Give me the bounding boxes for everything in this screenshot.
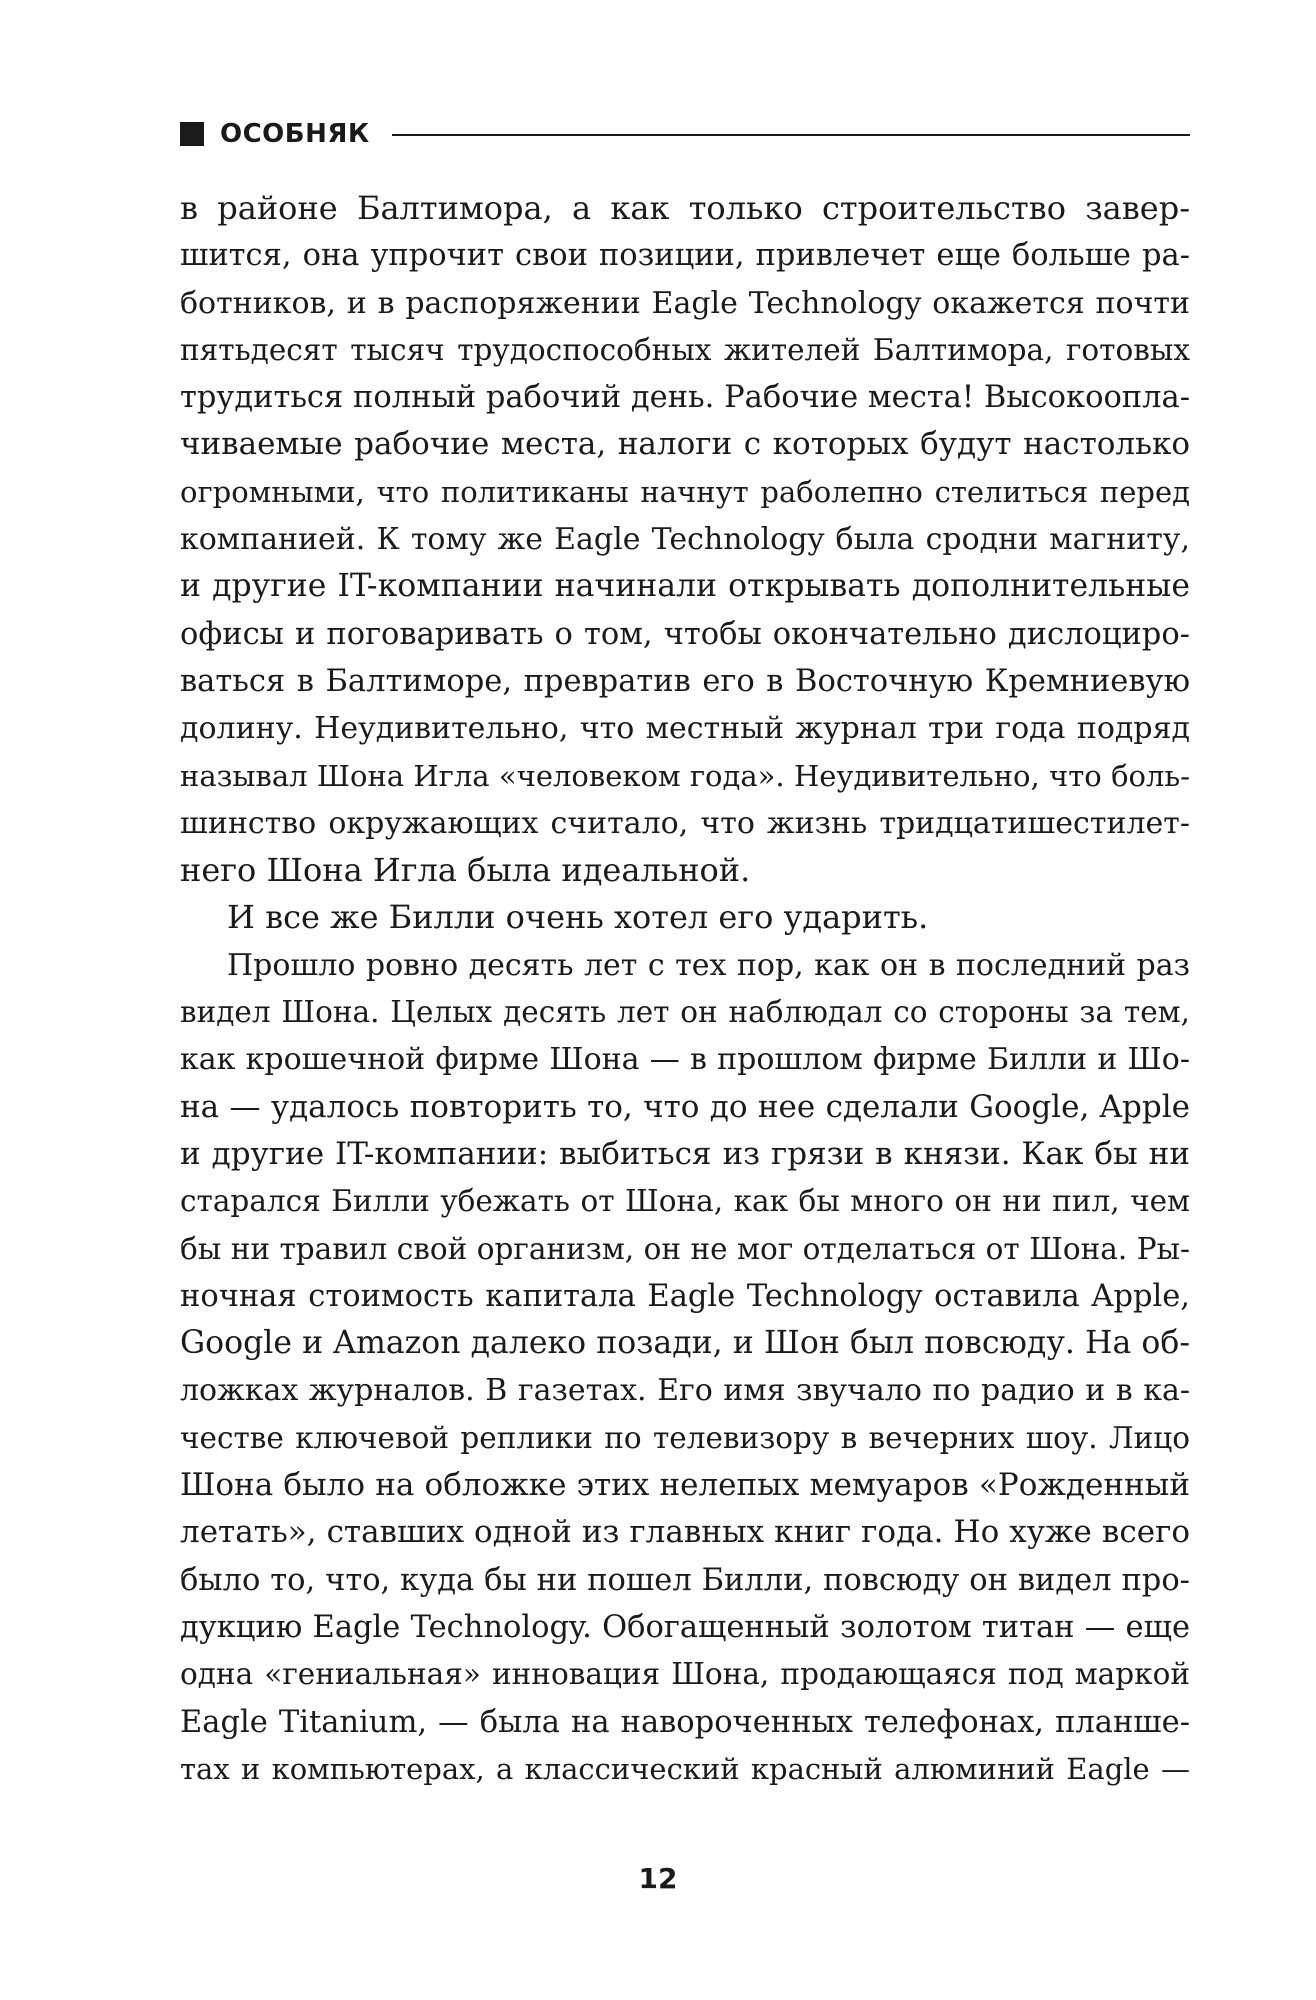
text-line: и другие IT-компании начинали открывать дополнительные <box>180 568 1190 605</box>
text-line: одна «гениальная» инновация Шона, продающаяся под маркой <box>180 1657 1190 1692</box>
text-line: и другие IT-компании: выбиться из грязи в князи. Как бы ни <box>180 1135 1190 1172</box>
running-head-square-icon <box>180 122 204 146</box>
text-line: как крошечной фирме Шона — в прошлом фирме Билли и Шо- <box>180 1042 1190 1078</box>
text-line: шинство окружающих считало, что жизнь тридцатишестилет- <box>180 805 1190 841</box>
text-line: огромными, что политиканы начнут раболепно стелиться перед <box>180 474 1190 509</box>
text-line: называл Шона Игла «человеком года». Неудивительно, что боль- <box>180 758 1190 793</box>
text-line: ваться в Балтиморе, превратив его в Восточную Кремниевую <box>180 663 1190 699</box>
text-line: чиваемые рабочие места, налоги с которых будут настолько <box>180 426 1190 463</box>
text-line: дукцию Eagle Technology. Обогащенный золотом титан — еще <box>180 1609 1190 1645</box>
running-head-title: ОСОБНЯК <box>220 119 370 149</box>
text-line: шится, она упрочит свои позиции, привлечет еще больше ра- <box>180 238 1190 274</box>
text-line: трудиться полный рабочий день. Рабочие места! Высокоопла- <box>180 380 1190 416</box>
text-line: компанией. К тому же Eagle Technology была сродни магниту, <box>180 522 1190 558</box>
body-text <box>180 185 1190 1793</box>
text-line: него Шона Игла была идеальной. <box>180 851 751 890</box>
text-line: старался Билли убежать от Шона, как бы много он ни пил, чем <box>180 1184 1190 1219</box>
text-line: тах и компьютерах, а классический красный алюминий Eagle — <box>180 1751 1190 1786</box>
text-line: честве ключевой реплики по телевизору в вечерних шоу. Лицо <box>180 1420 1190 1455</box>
text-line: на — удалось повторить то, что до нее сделали Google, Apple <box>180 1088 1190 1125</box>
text-line: бы ни травил свой организм, он не мог отделаться от Шона. Ры- <box>180 1231 1190 1266</box>
text-line: Прошло ровно десять лет с тех пор, как он в последний раз <box>227 947 1190 983</box>
running-head-rule <box>392 134 1190 136</box>
running-head <box>180 117 1190 151</box>
text-line: ботников, и в распоряжении Eagle Technology окажется почти <box>180 285 1190 321</box>
text-line: И все же Билли очень хотел его ударить. <box>227 898 929 937</box>
text-line: долину. Неудивительно, что местный журнал три года подряд <box>180 711 1190 747</box>
text-line: видел Шона. Целых десять лет он наблюдал со стороны за тем, <box>180 995 1190 1030</box>
text-line: Eagle Titanium, — была на навороченных телефонах, планше- <box>180 1704 1190 1740</box>
text-line: Шона было на обложке этих нелепых мемуаров «Рожденный <box>180 1467 1190 1504</box>
text-line: было то, что, куда бы ни пошел Билли, повсюду он видел про- <box>180 1562 1190 1598</box>
text-line: ночная стоимость капитала Eagle Technology оставила Apple, <box>180 1278 1190 1314</box>
text-line: ложках журналов. В газетах. Его имя звучало по радио и в ка- <box>180 1373 1190 1409</box>
text-line: Google и Amazon далеко позади, и Шон был повсюду. На об- <box>180 1325 1190 1362</box>
text-line: пятьдесят тысяч трудоспособных жителей Балтимора, готовых <box>180 332 1190 367</box>
page-number: 12 <box>638 1862 678 1895</box>
text-line: летать», ставших одной из главных книг года. Но хуже всего <box>180 1514 1190 1551</box>
text-line: офисы и поговаривать о том, чтобы окончательно дислоциро- <box>180 616 1190 652</box>
text-line: в районе Балтимора, а как только строительство завер- <box>180 189 1190 227</box>
